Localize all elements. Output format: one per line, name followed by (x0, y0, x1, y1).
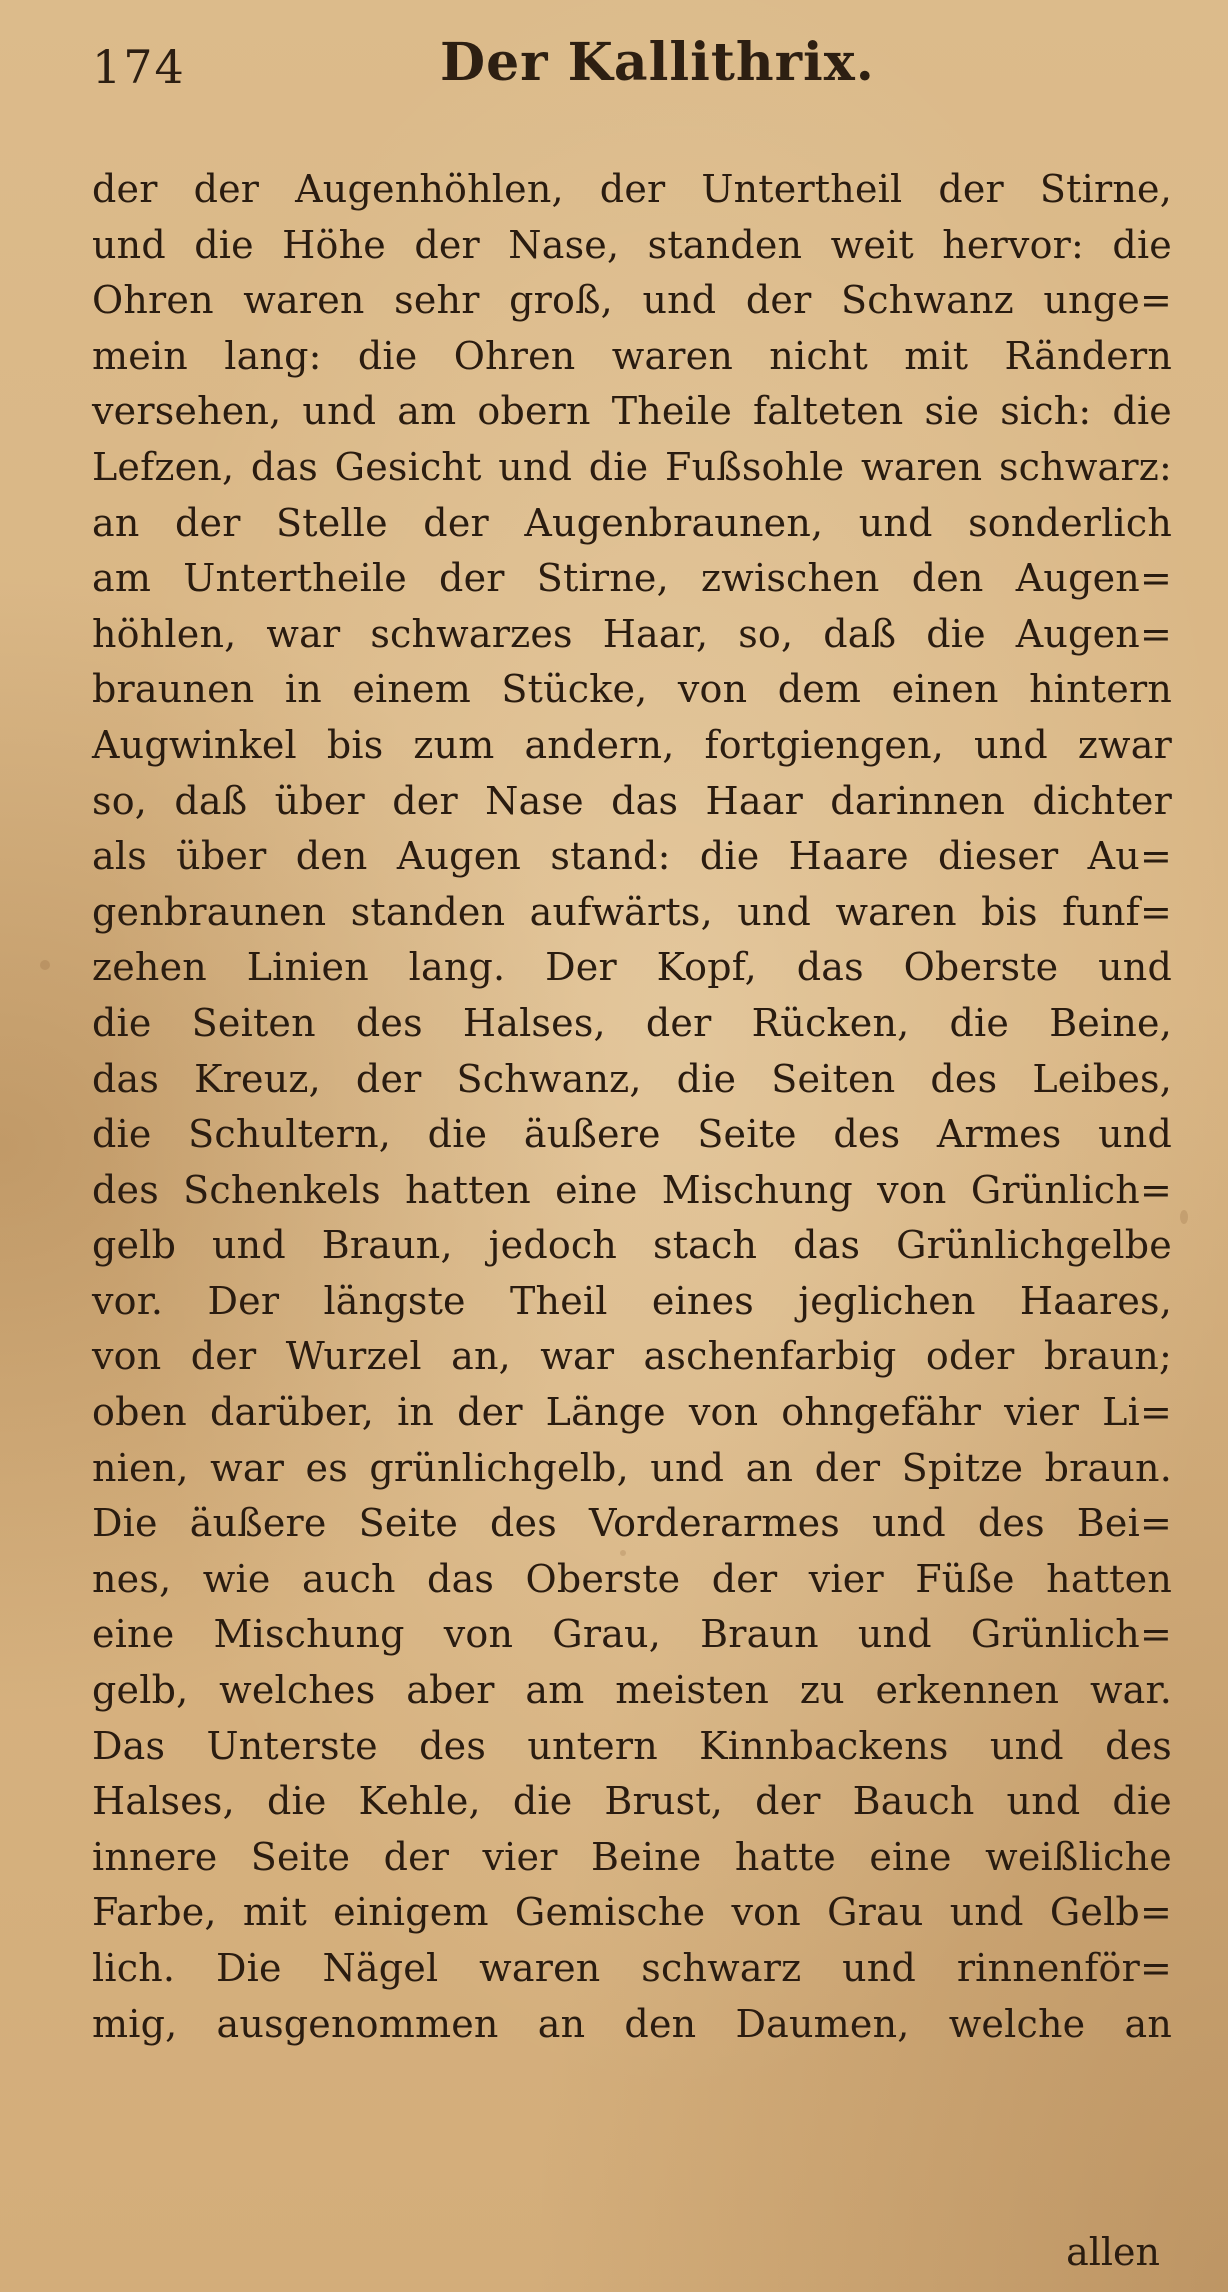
text-line: so, daß über der Nase das Haar darinnen dichter (92, 778, 1172, 823)
running-title: Der Kallithrix. (440, 32, 875, 93)
text-line: nes, wie auch das Oberste der vier Füße hatten (92, 1556, 1172, 1601)
text-line: genbraunen standen aufwärts, und waren bis funf= (92, 889, 1172, 934)
text-line: nien, war es grünlichgelb, und an der Spitze braun. (92, 1445, 1172, 1490)
text-line: der der Augenhöhlen, der Untertheil der Stirne, (92, 167, 1172, 211)
text-line: oben darüber, in der Länge von ohngefähr vier Li= (92, 1390, 1172, 1435)
text-line: höhlen, war schwarzes Haar, so, daß die Augen= (92, 611, 1172, 656)
text-line: von der Wurzel an, war aschenfarbig oder braun; (92, 1334, 1172, 1379)
text-line: mig, ausgenommen an den Daumen, welche an (92, 2001, 1172, 2046)
body-text (92, 162, 1172, 2052)
text-line: die Seiten des Halses, der Rücken, die Beine, (92, 1000, 1172, 1045)
text-line: eine Mischung von Grau, Braun und Grünlich= (92, 1612, 1172, 1657)
text-line: versehen, und am obern Theile falteten sie sich: die (92, 389, 1172, 434)
text-line: Das Unterste des untern Kinnbackens und des (92, 1723, 1172, 1768)
paper-stain (40, 960, 50, 970)
text-line: des Schenkels hatten eine Mischung von Grünlich= (92, 1167, 1172, 1212)
page-header (0, 22, 1228, 112)
text-line: gelb und Braun, jedoch stach das Grünlichgelbe (92, 1223, 1172, 1268)
text-line: vor. Der längste Theil eines jeglichen Haares, (92, 1278, 1172, 1323)
text-line: Die äußere Seite des Vorderarmes und des Bei= (92, 1501, 1172, 1546)
text-line: lich. Die Nägel waren schwarz und rinnenför= (92, 1946, 1172, 1990)
text-line: braunen in einem Stücke, von dem einen hintern (92, 667, 1172, 712)
text-line: zehen Linien lang. Der Kopf, das Oberste und (92, 945, 1172, 990)
text-line: Farbe, mit einigem Gemische von Grau und Gelb= (92, 1890, 1172, 1935)
text-line: am Untertheile der Stirne, zwischen den Augen= (92, 556, 1172, 601)
text-line: Ohren waren sehr groß, und der Schwanz unge= (92, 278, 1172, 323)
text-line: mein lang: die Ohren waren nicht mit Rändern (92, 333, 1172, 378)
text-line: das Kreuz, der Schwanz, die Seiten des Leibes, (92, 1056, 1172, 1101)
text-line: als über den Augen stand: die Haare dieser Au= (92, 834, 1172, 879)
text-line: und die Höhe der Nase, standen weit hervor: die (92, 222, 1172, 267)
text-line: Augwinkel bis zum andern, fortgiengen, und zwar (92, 722, 1172, 767)
catchword-row (1066, 2230, 1160, 2292)
text-line: an der Stelle der Augenbraunen, und sonderlich (92, 500, 1172, 545)
text-line: die Schultern, die äußere Seite des Armes und (92, 1112, 1172, 1157)
text-line: gelb, welches aber am meisten zu erkennen war. (92, 1668, 1172, 1713)
text-line: Lefzen, das Gesicht und die Fußsohle waren schwarz: (92, 444, 1172, 489)
text-line: innere Seite der vier Beine hatte eine weißliche (92, 1834, 1172, 1879)
page-number: 174 (92, 40, 186, 94)
catchword: allen (1066, 2230, 1160, 2274)
paper-stain (1180, 1210, 1188, 1224)
text-line: Halses, die Kehle, die Brust, der Bauch und die (92, 1779, 1172, 1824)
